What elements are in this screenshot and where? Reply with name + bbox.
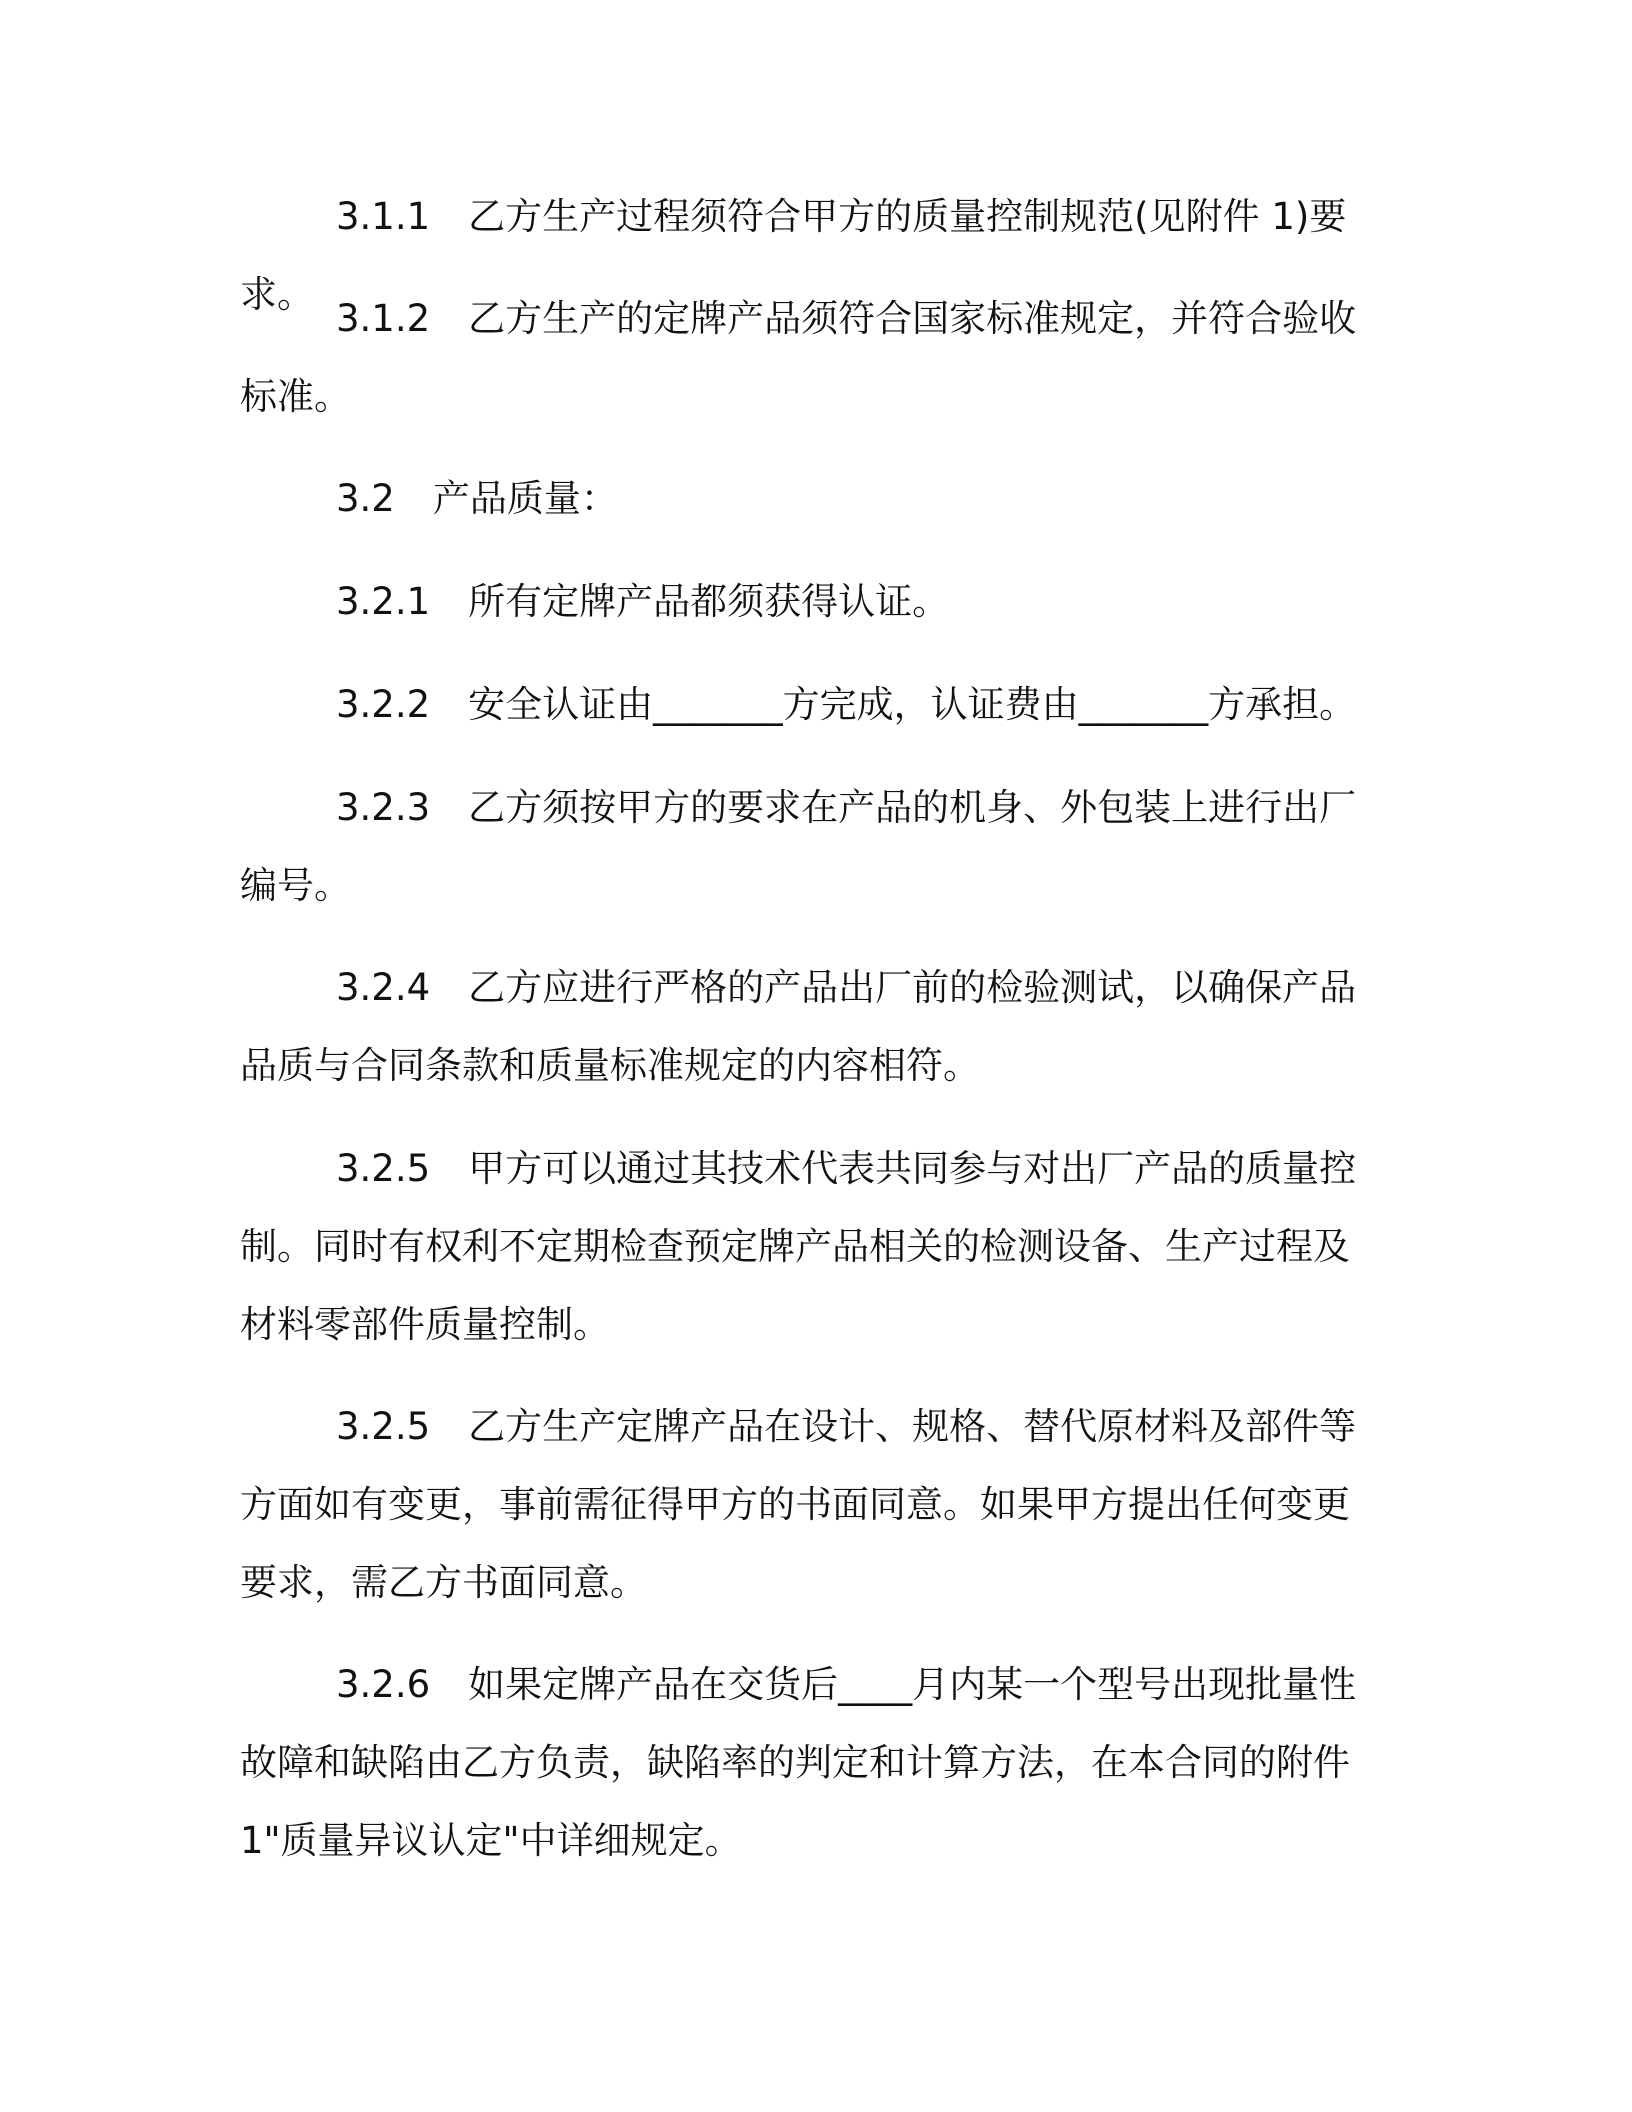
clause-number: 3.2.2: [336, 683, 431, 726]
clause-3-2: [240, 460, 1360, 538]
clause-text: 安全认证由_______方完成，认证费由_______方承担。: [468, 683, 1357, 726]
clause-number: 3.1.2: [336, 297, 431, 340]
clause-3-2-3: [240, 769, 1360, 925]
clause-text: 乙方生产定牌产品在设计、规格、替代原材料及部件等方面如有变更，事前需征得甲方的书面同意。如果甲方提出任何变更要求，需乙方书面同意。: [240, 1405, 1357, 1604]
clause-text: 乙方须按甲方的要求在产品的机身、外包装上进行出厂编号。: [240, 786, 1357, 907]
clause-number: 3.2: [336, 477, 395, 520]
clause-number: 3.2.5: [336, 1405, 431, 1448]
clause-text: 乙方应进行严格的产品出厂前的检验测试，以确保产品品质与合同条款和质量标准规定的内容相符。: [240, 966, 1357, 1087]
clause-number: 3.2.6: [336, 1663, 431, 1706]
clause-text: 乙方生产过程须符合甲方的质量控制规范(见附件 1)要求。: [240, 195, 1347, 316]
clause-3-2-5-a: [240, 1130, 1360, 1364]
clause-3-2-6: [240, 1646, 1360, 1880]
clause-3-2-1: [240, 563, 1360, 641]
clause-3-1-2: [240, 280, 1360, 436]
clause-number: 3.2.4: [336, 966, 431, 1009]
clause-text: 产品质量：: [432, 477, 618, 520]
clause-text: 乙方生产的定牌产品须符合国家标准规定，并符合验收标准。: [240, 297, 1357, 418]
clause-text: 所有定牌产品都须获得认证。: [468, 580, 950, 623]
clause-text: 如果定牌产品在交货后____月内某一个型号出现批量性故障和缺陷由乙方负责，缺陷率的判定和计算方法，在本合同的附件 1"质量异议认定"中详细规定。: [240, 1663, 1357, 1862]
clause-number: 3.1.1: [336, 195, 431, 238]
clause-3-2-4: [240, 949, 1360, 1105]
clause-text: 甲方可以通过其技术代表共同参与对出厂产品的质量控制。同时有权利不定期检查预定牌产品相关的检测设备、生产过程及材料零部件质量控制。: [240, 1147, 1357, 1346]
clause-number: 3.2.1: [336, 580, 431, 623]
clause-number: 3.2.3: [336, 786, 431, 829]
clause-3-2-2: [240, 666, 1360, 744]
clause-number: 3.2.5: [336, 1147, 431, 1190]
clause-3-2-5-b: [240, 1388, 1360, 1622]
